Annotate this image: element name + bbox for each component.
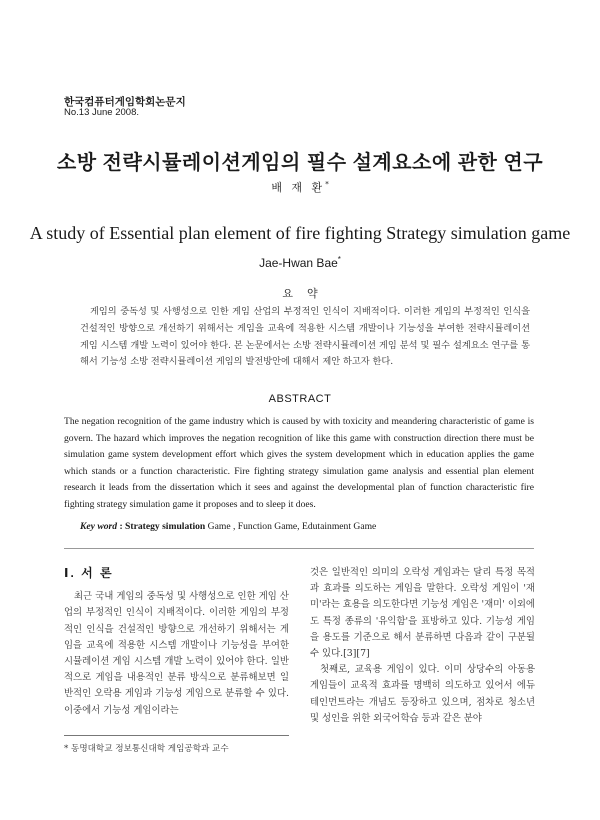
footnote: * 동명대학교 정보통신대학 게임공학과 교수 <box>64 744 229 754</box>
body-paragraph: 첫째로, 교육용 게임이 있다. 이미 상당수의 아동용 게임들이 교육적 효과를 명백히 의도하고 있어서 에듀테인먼트라는 개념도 등장하고 있으며, 점차로 청소년 및 성인을 위한 외국어학습 등과 같은 분야 <box>310 664 535 724</box>
body-paragraph: 최근 국내 게임의 중독성 및 사행성으로 인한 게임 산업의 부정적인 인식이 지배적이다. 이러한 게임의 부정적인 인식을 건설적인 방향으로 개선하기 위해서는 게임을 교육에 적용한 시스템 개발이나 기능성을 부여한 시뮬레이션 게임 시스템 개발 노력이 있어야 한다. 일반적으로 게임을 내용적인 분류 방식으로 분류해보면 일반적인 오락용 게임과 기능성 게임으로 분류할 수 있다. 이중에서 기능성 게임이라는 <box>64 591 289 716</box>
journal-name: 한국컴퓨터게임학회논문지 <box>64 96 186 108</box>
section-heading-introduction: Ⅰ. 서 론 <box>64 566 114 580</box>
abstract-korean-heading: 요약 <box>282 287 332 300</box>
author-korean-name: 배 재 환 <box>271 181 326 194</box>
section-divider <box>64 548 534 549</box>
author-english-name: Jae-Hwan Bae <box>259 256 338 270</box>
keywords-separator: : <box>117 521 126 532</box>
body-paragraph: 것은 일반적인 의미의 오락성 게임과는 달리 특정 목적과 효과를 의도하는 게임을 말한다. 오락성 게임이 '재미'라는 효용을 의도한다면 기능성 게임은 '재미' 이외에도 특정 종류의 '유익함'을 표방하고 있다. 기능성 게임을 용도를 기준으로 해서 분류하면 다음과 같이 구분될 수 있다.[3][7] <box>310 567 535 660</box>
author-english <box>0 255 600 270</box>
footnote-divider <box>64 735 289 736</box>
abstract-english-body: The negation recognition of the game industry which is caused by with toxicity and meandering characteristic of game is govern. The hazard which improves the negation recognition of like this game with construction direction there must be simulation game system development effort which gives the system development which in education applies the game which stands or a function characteristic. Fire fighting strategy simulation game analysis and essential plan element research it leads from the dissertation which it sees and against the developmental plan of function characteristic fire fighting strategy simulation game it proposes and to sleep it does. <box>64 416 534 510</box>
body-column-right <box>310 565 535 727</box>
paper-title-korean: 소방 전략시뮬레이션게임의 필수 설계요소에 관한 연구 <box>56 152 544 174</box>
author-english-marker: * <box>337 255 341 264</box>
paper-title-english: A study of Essential plan element of fire fighting Strategy simulation game <box>29 223 571 243</box>
journal-issue: No.13 June 2008. <box>64 107 140 118</box>
keywords-primary: Strategy simulation <box>125 521 206 532</box>
abstract-english-heading: ABSTRACT <box>268 393 332 405</box>
keywords <box>80 521 376 532</box>
abstract-korean-body: 게임의 중독성 및 사행성으로 인한 게임 산업의 부정적인 인식이 지배적이다. 이러한 게임의 부정적인 인식을 건설적인 방향으로 개선하기 위해서는 게임을 교육에 적용한 시스템 개발이나 기능성을 부여한 전략시뮬레이션 게임 시스템 개발 노력이 있어야 한다. 본 논문에서는 소방 전략시뮬레이션 게임 분석 및 필수 설계요소 연구를 통해서 기능성 소방 전략시뮬레이션 게임의 발전방안에 대해서 제안 하고자 한다. <box>80 306 530 368</box>
author-korean-marker: * <box>325 180 329 189</box>
body-column-left <box>64 565 289 719</box>
author-korean <box>0 179 600 195</box>
keywords-rest: Game , Function Game, Edutainment Game <box>205 521 377 532</box>
keywords-label: Key word <box>80 521 118 532</box>
